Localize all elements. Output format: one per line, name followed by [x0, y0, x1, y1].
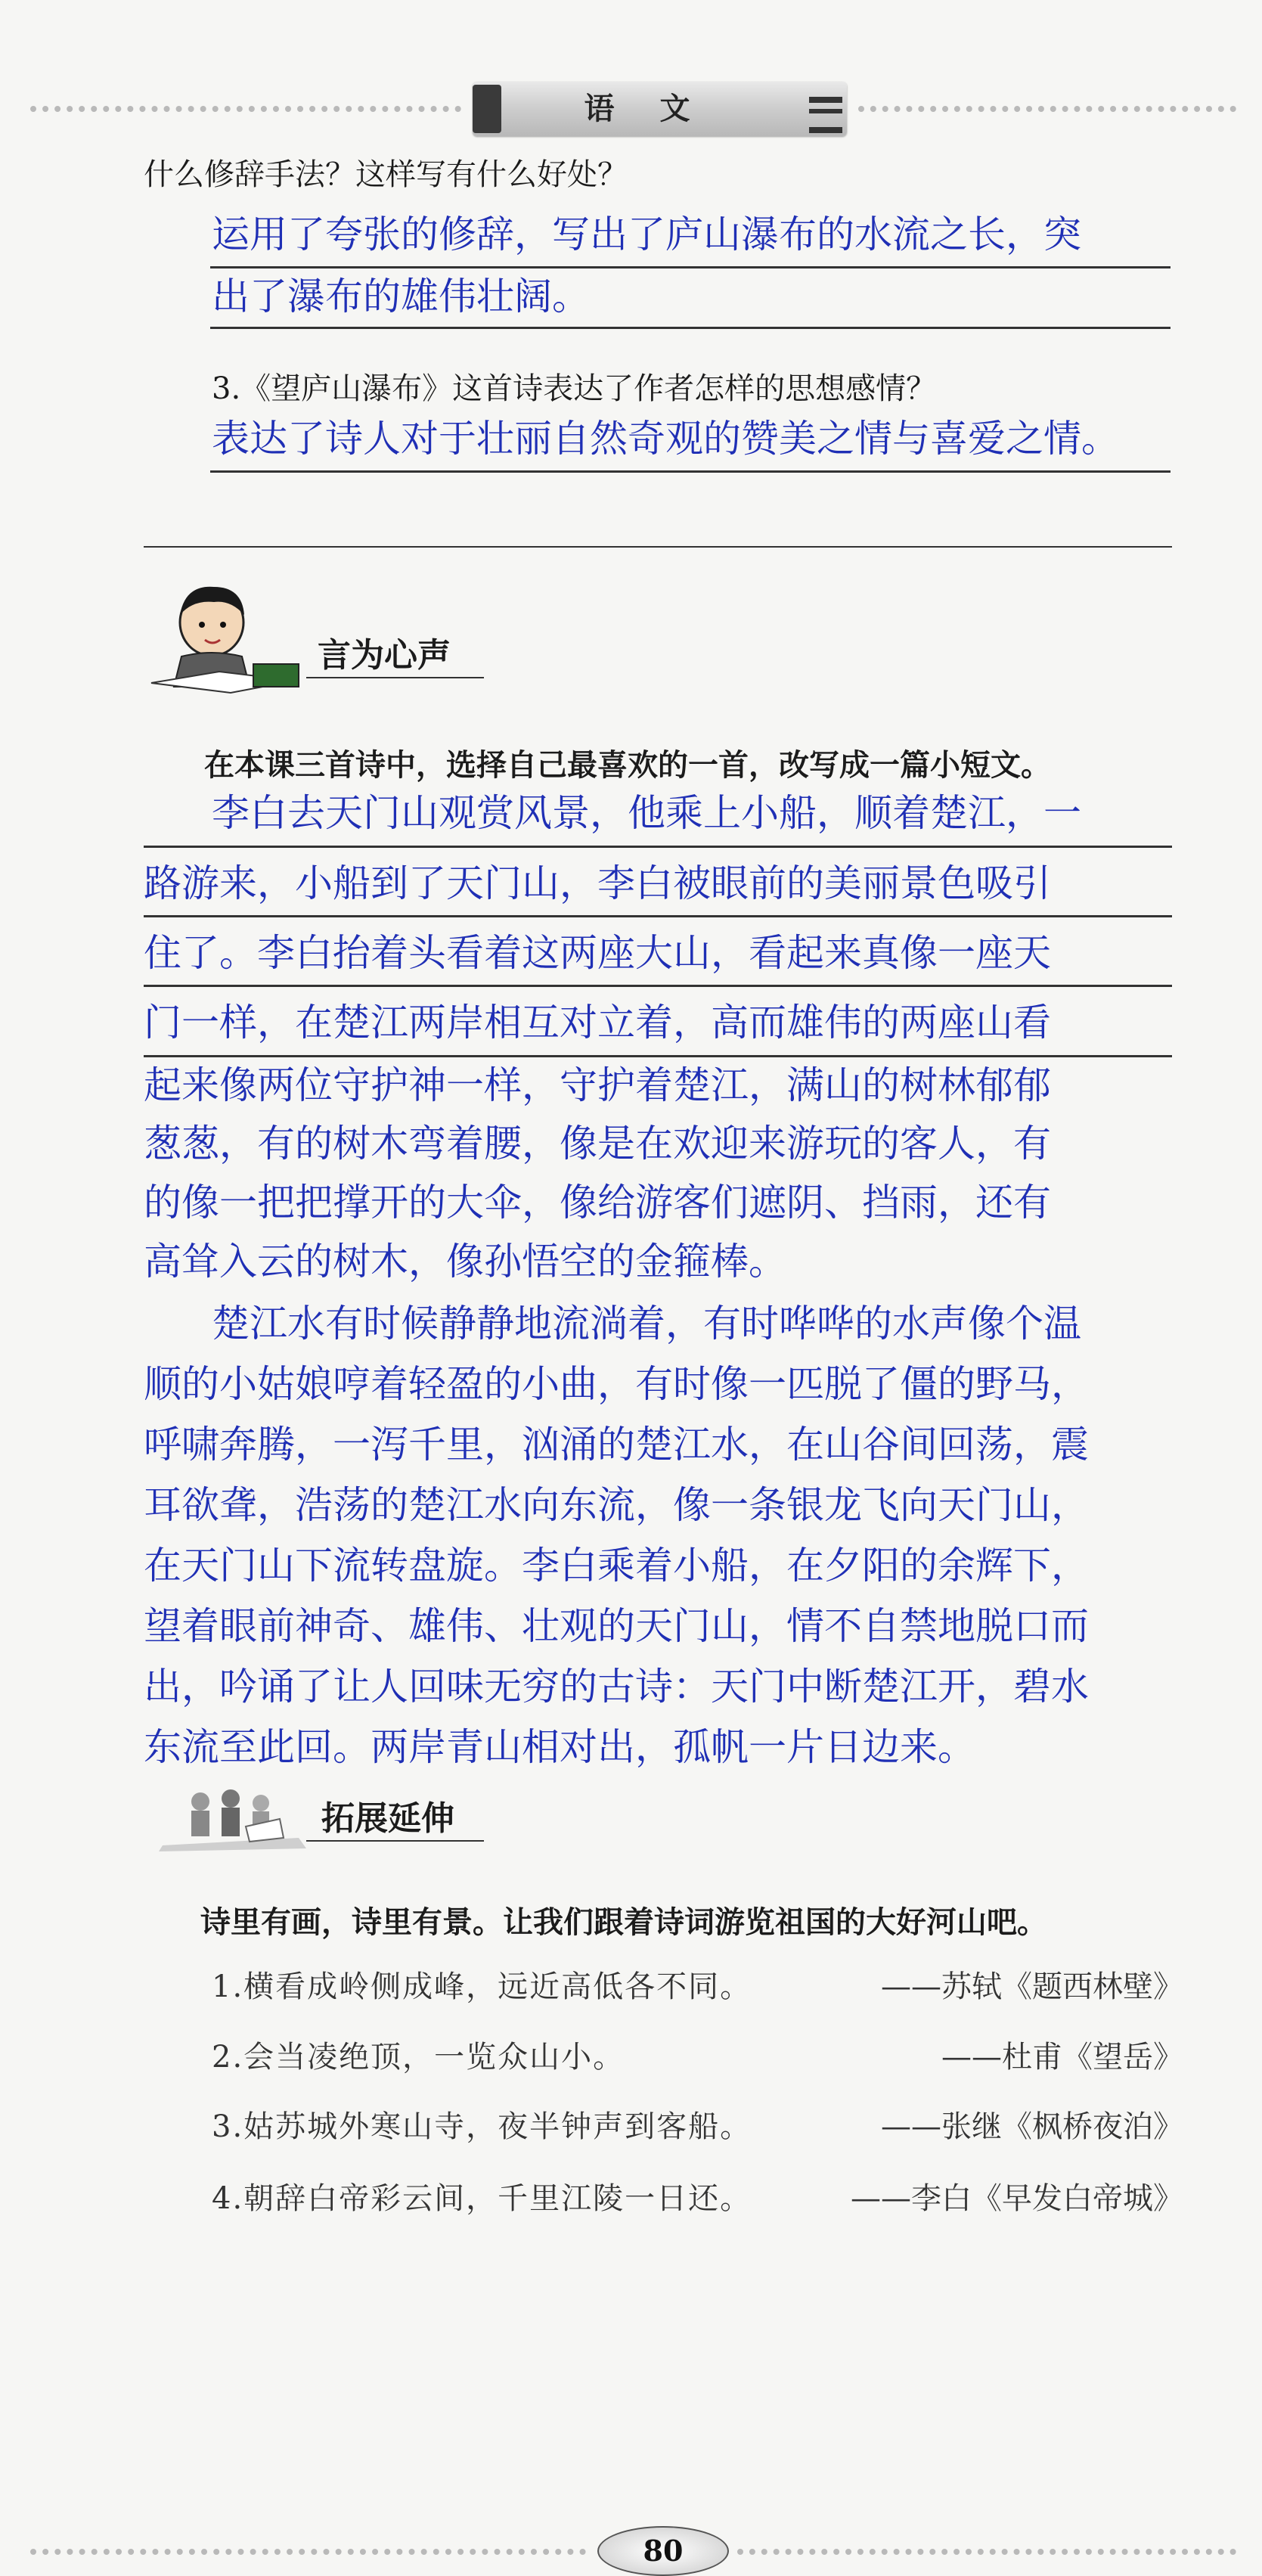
essay-line: 的像一把把撑开的大伞，像给游客们遮阴、挡雨，还有 [144, 1181, 1051, 1224]
essay-line: 望着眼前神奇、雄伟、壮观的天门山，情不自禁地脱口而 [144, 1604, 1089, 1648]
writing-prompt: 在本课三首诗中，选择自己最喜欢的一首，改写成一篇小短文。 [204, 748, 1051, 783]
boy-reading-icon [147, 581, 306, 694]
essay-line: 路游来，小船到了天门山，李白被眼前的美丽景色吸引 [144, 861, 1051, 905]
footer-dotted-line-left [30, 2549, 586, 2555]
essay-line: 门一样，在楚江两岸相互对立着，高而雄伟的两座山看 [144, 1001, 1051, 1044]
essay-line: 呼啸奔腾，一泻千里，汹涌的楚江水，在山谷间回荡，震 [144, 1423, 1089, 1466]
poem-source: ——杜甫《望岳》 [941, 2040, 1183, 2075]
subject-title: 语文 [584, 91, 736, 126]
poem-source: ——张继《枫桥夜泊》 [881, 2109, 1183, 2144]
essay-line: 东流至此回。两岸青山相对出，孤帆一片日边来。 [144, 1725, 975, 1769]
children-icon [147, 1785, 314, 1853]
extend-prompt: 诗里有画，诗里有景。让我们跟着诗词游览祖国的大好河山吧。 [200, 1905, 1047, 1940]
section-title-underline [306, 1840, 484, 1842]
poem-source: ——李白《早发白帝城》 [851, 2181, 1183, 2216]
answer-underline [210, 266, 1171, 268]
answer-underline [210, 327, 1171, 329]
page-number: 80 [597, 2526, 729, 2576]
header-dotted-line-left [30, 106, 461, 112]
essay-line: 出，吟诵了让人回味无穷的古诗：天门中断楚江开，碧水 [144, 1665, 1089, 1709]
answer-2-line-1: 运用了夸张的修辞，写出了庐山瀑布的水流之长，突 [212, 213, 1081, 256]
essay-underline [144, 985, 1172, 987]
essay-line: 住了。李白抬着头看着这两座大山，看起来真像一座天 [144, 931, 1051, 975]
poem-source: ——苏轼《题西林壁》 [881, 1969, 1183, 2004]
essay-line: 在天门山下流转盘旋。李白乘着小船，在夕阳的余辉下， [144, 1544, 1089, 1587]
section-title-underline [306, 677, 484, 678]
essay-underline [144, 1055, 1172, 1057]
section-title-voice: 言为心声 [318, 636, 451, 675]
essay-line: 高耸入云的树木，像孙悟空的金箍棒。 [144, 1240, 786, 1283]
poem-line: 3.姑苏城外寒山寺，夜半钟声到客船。 [212, 2109, 752, 2144]
poem-line: 2.会当凌绝顶，一览众山小。 [212, 2040, 625, 2075]
question-2-tail: 什么修辞手法？这样写有什么好处？ [144, 157, 628, 192]
footer-dotted-line-right [737, 2549, 1236, 2555]
essay-line: 起来像两位守护神一样，守护着楚江，满山的树林郁郁 [144, 1063, 1051, 1107]
essay-line: 葱葱，有的树木弯着腰，像是在欢迎来游玩的客人，有 [144, 1122, 1051, 1165]
essay-line: 楚江水有时候静静地流淌着，有时哗哗的水声像个温 [212, 1302, 1081, 1345]
poem-line: 1.横看成岭侧成峰，远近高低各不同。 [212, 1969, 752, 2004]
question-3: 3.《望庐山瀑布》这首诗表达了作者怎样的思想感情？ [212, 371, 937, 406]
answer-2-line-2: 出了瀑布的雄伟壮阔。 [212, 275, 590, 318]
section-title-extend: 拓展延伸 [321, 1799, 454, 1838]
section-divider [144, 546, 1172, 548]
answer-3-line-1: 表达了诗人对于壮丽自然奇观的赞美之情与喜爱之情。 [212, 417, 1119, 461]
essay-line: 耳欲聋，浩荡的楚江水向东流，像一条银龙飞向天门山， [144, 1483, 1089, 1527]
header-dotted-line-right [858, 106, 1236, 112]
essay-line: 顺的小姑娘哼着轻盈的小曲，有时像一匹脱了僵的野马， [144, 1362, 1089, 1406]
answer-underline [210, 470, 1171, 473]
essay-underline [144, 915, 1172, 917]
essay-line: 李白去天门山观赏风景，他乘上小船，顺着楚江，一 [212, 791, 1081, 835]
poem-line: 4.朝辞白帝彩云间，千里江陵一日还。 [212, 2181, 752, 2216]
essay-underline [144, 846, 1172, 848]
